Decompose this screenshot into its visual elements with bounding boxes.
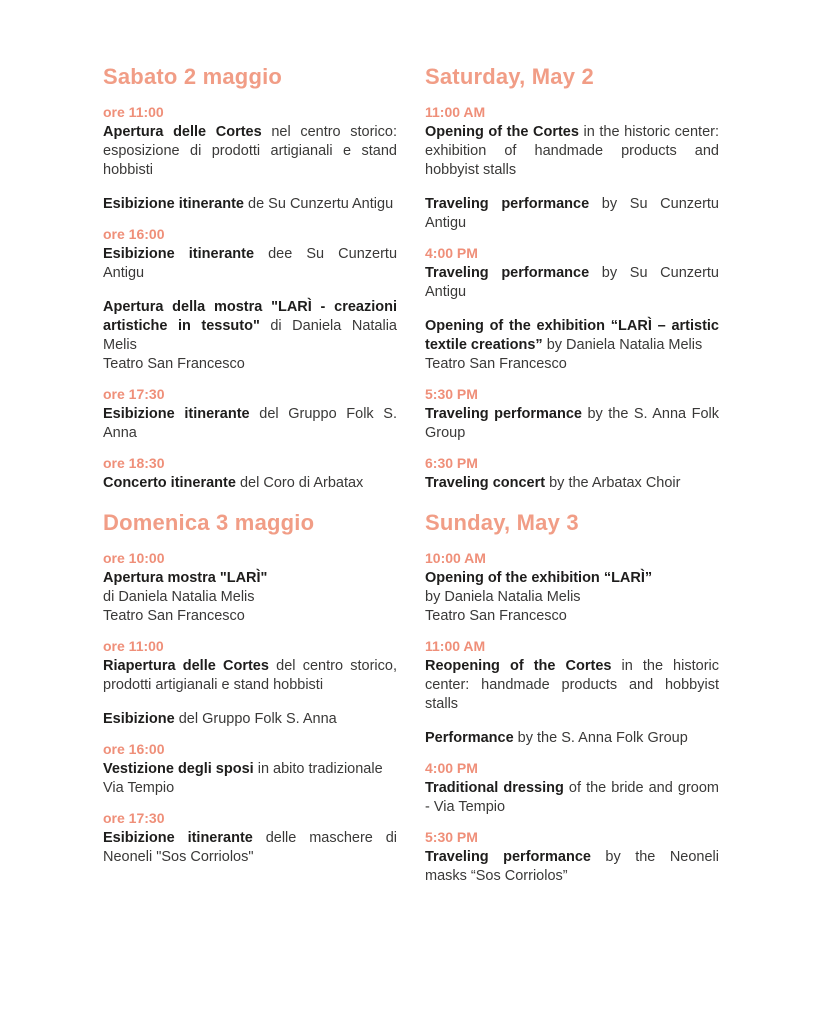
event-paragraph	[103, 829, 397, 867]
event-paragraph	[425, 657, 719, 714]
event-detail: Teatro San Francesco	[425, 356, 567, 372]
day-section-domenica-3-maggio	[103, 510, 397, 878]
event-paragraph	[103, 123, 397, 180]
time-label: 5:30 PM	[425, 829, 478, 845]
event-detail: delle maschere di Neoneli "Sos Corriolos"	[103, 830, 398, 865]
event-detail: of the bride and groom - Via Tempio	[425, 780, 719, 815]
day-section-sabato-2-maggio	[103, 64, 397, 504]
event-title: Esibizione	[103, 711, 175, 727]
event-paragraph	[425, 317, 719, 374]
time-label: 4:00 PM	[425, 760, 478, 776]
event-detail: dee Su Cunzertu Antigu	[103, 246, 398, 281]
event-title: Apertura mostra "LARÌ"	[103, 570, 268, 586]
event-paragraph	[103, 657, 397, 695]
time-block	[425, 637, 719, 748]
time-block	[425, 549, 719, 626]
time-block	[425, 454, 719, 493]
time-label: ore 11:00	[103, 638, 164, 654]
event-title: Concerto itinerante	[103, 475, 236, 491]
event-detail: Teatro San Francesco	[103, 356, 245, 372]
event-paragraph	[103, 245, 397, 283]
time-block	[103, 549, 397, 626]
event-detail: nel centro storico: esposizione di prodotti artigianali e stand hobbisti	[103, 124, 397, 178]
event-detail: by Daniela Natalia Melis	[542, 337, 703, 353]
event-paragraph	[103, 298, 397, 374]
event-detail: in abito tradizionale	[253, 761, 383, 777]
time-block	[103, 385, 397, 443]
event-paragraph	[425, 474, 719, 493]
time-label: ore 10:00	[103, 550, 165, 566]
event-detail: del Gruppo Folk S. Anna	[174, 711, 337, 727]
schedule-grid	[103, 64, 819, 897]
time-block	[103, 637, 397, 729]
event-title: Reopening of the Cortes	[425, 658, 612, 674]
event-title: Opening of the Cortes	[425, 124, 579, 140]
event-paragraph	[103, 710, 397, 729]
event-detail: de Su Cunzertu Antigu	[244, 196, 394, 212]
event-title: Apertura delle Cortes	[103, 124, 262, 140]
time-label: 6:30 PM	[425, 455, 478, 471]
event-title: Opening of the exhibition “LARÌ”	[425, 570, 653, 586]
day-heading: Sabato 2 maggio	[103, 64, 283, 89]
event-title: Riapertura delle Cortes	[103, 658, 269, 674]
time-label: 11:00 AM	[425, 104, 486, 120]
time-block	[103, 103, 397, 214]
event-paragraph	[425, 779, 719, 817]
event-title: Esibizione itinerante	[103, 830, 253, 846]
event-detail: del centro storico, prodotti artigianali e stand hobbisti	[103, 658, 397, 693]
time-label: ore 16:00	[103, 226, 165, 242]
event-paragraph	[425, 264, 719, 302]
event-detail: di Daniela Natalia Melis	[103, 589, 255, 605]
event-title: Apertura della mostra "LARÌ - creazioni artistiche in tessuto"	[103, 299, 397, 334]
time-label: ore 11:00	[103, 104, 164, 120]
event-paragraph	[103, 405, 397, 443]
time-block	[425, 759, 719, 817]
time-block	[425, 385, 719, 443]
time-label: ore 18:30	[103, 455, 165, 471]
event-detail: del Coro di Arbatax	[235, 475, 364, 491]
event-paragraph	[103, 569, 397, 626]
day-heading: Sunday, May 3	[425, 510, 579, 535]
event-title: Esibizione itinerante	[103, 246, 255, 262]
day-heading: Saturday, May 2	[425, 64, 594, 89]
event-detail: by the Arbatax Choir	[545, 475, 681, 491]
event-paragraph	[103, 474, 397, 493]
time-block	[425, 828, 719, 886]
time-label: 11:00 AM	[425, 638, 486, 654]
event-title: Traveling performance	[425, 849, 591, 865]
event-detail: in the historic center: exhibition of handmade products and hobbyist stalls	[425, 124, 719, 178]
event-detail: in the historic center: handmade products and hobbyist stalls	[425, 658, 719, 712]
time-label: 5:30 PM	[425, 386, 478, 402]
event-paragraph	[425, 848, 719, 886]
time-block	[425, 244, 719, 374]
time-block	[103, 740, 397, 798]
event-detail: di Daniela Natalia Melis	[103, 318, 397, 353]
event-paragraph	[103, 195, 397, 214]
time-block	[103, 225, 397, 374]
event-title: Performance	[425, 730, 514, 746]
event-detail: by Daniela Natalia Melis	[425, 589, 581, 605]
event-title: Traveling performance	[425, 406, 582, 422]
day-heading: Domenica 3 maggio	[103, 510, 315, 535]
event-paragraph	[425, 729, 719, 748]
event-paragraph	[425, 195, 719, 233]
event-detail: by the S. Anna Folk Group	[425, 406, 719, 441]
time-block	[103, 809, 397, 867]
event-title: Esibizione itinerante	[103, 406, 250, 422]
event-paragraph	[425, 569, 719, 626]
day-section-saturday-may-2	[425, 64, 719, 504]
event-detail: Teatro San Francesco	[103, 608, 245, 624]
event-detail: by the S. Anna Folk Group	[513, 730, 688, 746]
event-paragraph	[425, 405, 719, 443]
time-label: ore 16:00	[103, 741, 165, 757]
event-paragraph	[103, 760, 397, 798]
event-title: Traveling performance	[425, 196, 590, 212]
time-label: ore 17:30	[103, 386, 165, 402]
event-title: Esibizione itinerante	[103, 196, 244, 212]
day-section-sunday-may-3	[425, 510, 719, 897]
event-title: Traveling performance	[425, 265, 590, 281]
event-detail: by Su Cunzertu Antigu	[425, 265, 719, 300]
event-paragraph	[425, 123, 719, 180]
time-label: 4:00 PM	[425, 245, 478, 261]
event-detail: by Su Cunzertu Antigu	[425, 196, 719, 231]
time-label: ore 17:30	[103, 810, 165, 826]
event-title: Traveling concert	[425, 475, 546, 491]
event-detail: Teatro San Francesco	[425, 608, 567, 624]
event-detail: del Gruppo Folk S. Anna	[103, 406, 398, 441]
time-block	[103, 454, 397, 493]
event-title: Traditional dressing	[425, 780, 564, 796]
event-title: Opening of the exhibition “LARÌ – artistic textile creations”	[425, 318, 719, 353]
time-block	[425, 103, 719, 233]
event-title: Vestizione degli sposi	[103, 761, 254, 777]
event-detail: Via Tempio	[103, 780, 175, 796]
time-label: 10:00 AM	[425, 550, 486, 566]
event-detail: by the Neoneli masks “Sos Corriolos”	[425, 849, 719, 884]
